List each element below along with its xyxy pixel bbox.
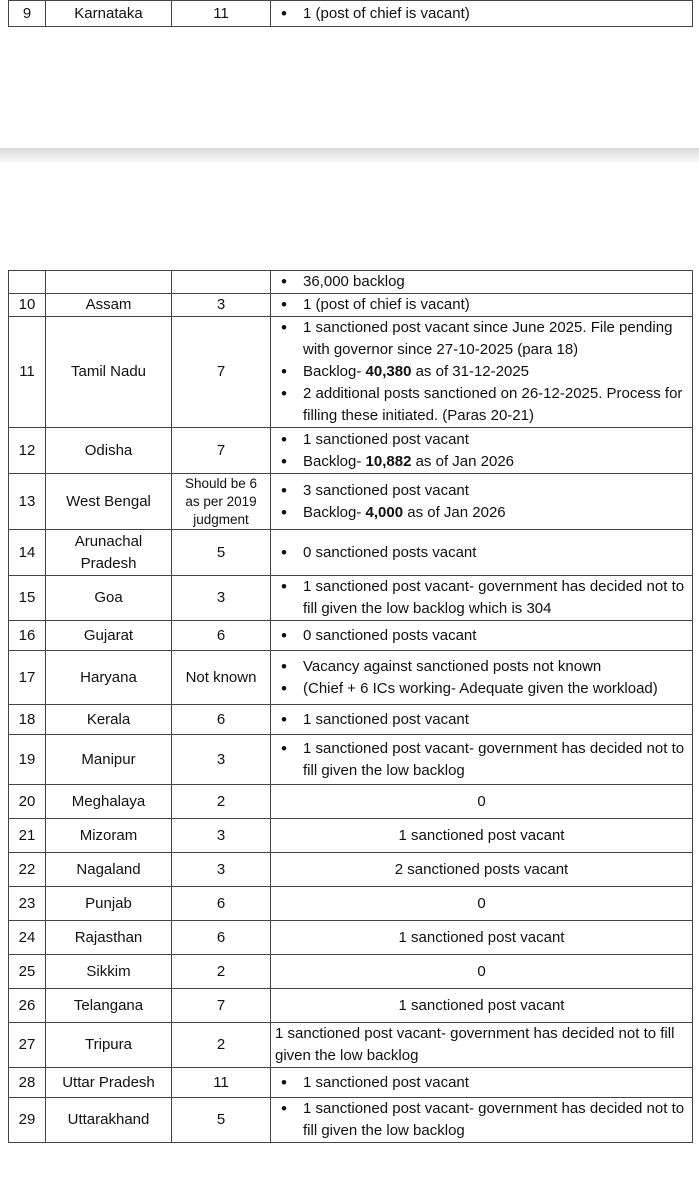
remarks-cell [271,921,693,955]
remarks-bullet [275,656,688,678]
remarks-list [275,3,688,25]
remarks-bullet [275,294,688,316]
table-row [9,785,693,819]
remarks-cell [271,1,693,27]
remarks-text: 1 sanctioned post vacant since June 2025. File pending with governor since 27-10-2025 (para 18) [303,319,673,358]
table-row [9,651,693,705]
serial-number-cell: 11 [9,317,46,428]
remarks-bullet [275,361,688,383]
remarks-text: as of Jan 2026 [411,452,514,470]
remarks-cell [271,819,693,853]
remarks-bullet [275,576,688,620]
remarks-bullet [275,383,688,427]
remarks-text: 0 sanctioned posts vacant [303,543,477,561]
remarks-cell [271,294,693,317]
state-cell: Arunachal Pradesh [46,530,172,576]
table-row [9,955,693,989]
remarks-text: 2 sanctioned posts vacant [394,860,569,878]
remarks-cell [271,955,693,989]
remarks-bullet [275,1098,688,1142]
remarks-text: 2 additional posts sanctioned on 26-12-2025. Process for filling these initiated. (Paras 20-21) [303,385,683,424]
table-row [9,735,693,785]
commissioners-cell: 5 [172,530,271,576]
commissioners-cell: 3 [172,853,271,887]
serial-number-cell: 28 [9,1068,46,1098]
remarks-bullet [275,678,688,700]
remarks-list [275,271,688,293]
remarks-list [275,317,688,427]
state-cell: Haryana [46,651,172,705]
remarks-bullet [275,317,688,361]
state-cell: Meghalaya [46,785,172,819]
remarks-list [275,429,688,473]
remarks-text: 0 [477,792,486,810]
remarks-text: 1 sanctioned post vacant- government has decided not to fill given the low backlog [303,739,685,779]
remarks-list [275,656,688,700]
state-cell: Punjab [46,887,172,921]
table-row [9,530,693,576]
commissioners-cell: 6 [172,621,271,651]
commissioners-cell: 3 [172,294,271,317]
state-cell: Gujarat [46,621,172,651]
table-row [9,1,693,27]
remarks-list [275,542,688,564]
table-row [9,819,693,853]
state-cell: West Bengal [46,474,172,530]
serial-number-cell: 16 [9,621,46,651]
state-cell: Sikkim [46,955,172,989]
remarks-bold-value: 4,000 [365,503,404,521]
serial-number-cell: 20 [9,785,46,819]
commissioners-cell: 11 [172,1068,271,1098]
table-row [9,1023,693,1068]
remarks-text: 0 [477,894,486,912]
serial-number-cell: 24 [9,921,46,955]
table-row [9,853,693,887]
remarks-text: 1 (post of chief is vacant) [303,296,470,313]
commissioners-cell: Should be 6 as per 2019 judgment [172,474,271,530]
state-cell: Odisha [46,428,172,474]
commissioners-cell [172,271,271,294]
remarks-bullet [275,625,688,647]
table-row [9,294,693,317]
remarks-list [275,709,688,731]
state-cell: Kerala [46,705,172,735]
remarks-text: 1 sanctioned post vacant [303,430,469,448]
remarks-text: as of 31-12-2025 [411,363,530,380]
remarks-text: 1 sanctioned post vacant- government has decided not to fill given the low backlog [303,1100,685,1139]
serial-number-cell: 26 [9,989,46,1023]
table-row [9,921,693,955]
remarks-cell [271,1098,693,1143]
serial-number-cell [9,271,46,294]
serial-number-cell: 15 [9,576,46,621]
commissioners-cell: 3 [172,819,271,853]
remarks-text: 1 sanctioned post vacant [398,928,565,946]
serial-number-cell: 10 [9,294,46,317]
state-cell: Rajasthan [46,921,172,955]
remarks-cell [271,428,693,474]
table-row [9,576,693,621]
commissioners-cell: 2 [172,1023,271,1068]
state-cell: Assam [46,294,172,317]
commissioners-cell: 11 [172,1,271,27]
remarks-list [275,1072,688,1094]
remarks-text: as of Jan 2026 [403,503,506,521]
remarks-bullet [275,429,688,451]
state-cell [46,271,172,294]
remarks-cell [271,317,693,428]
state-cell: Goa [46,576,172,621]
remarks-text: 1 sanctioned post vacant- government has decided not to fill given the low backlog which is 304 [303,578,685,617]
remarks-bold-value: 10,882 [365,452,412,470]
table-row [9,428,693,474]
remarks-list [275,480,688,524]
remarks-bullet [275,542,688,564]
remarks-bullet [275,738,688,782]
commissioners-cell: 7 [172,317,271,428]
remarks-bold-value: 40,380 [365,363,412,380]
table-row [9,1068,693,1098]
commissioners-cell: 5 [172,1098,271,1143]
table-row [9,271,693,294]
serial-number-cell: 27 [9,1023,46,1068]
remarks-text: Backlog- [303,452,366,470]
remarks-list [275,1098,688,1142]
table-row [9,989,693,1023]
serial-number-cell: 17 [9,651,46,705]
remarks-bullet [275,1072,688,1094]
remarks-text: 1 sanctioned post vacant [398,996,565,1014]
remarks-cell [271,271,693,294]
remarks-cell [271,576,693,621]
remarks-text: 1 sanctioned post vacant [303,1073,469,1091]
table-row [9,705,693,735]
commissioners-cell: 2 [172,955,271,989]
commissioners-cell: 2 [172,785,271,819]
remarks-list [275,738,688,782]
page-break-divider [0,148,699,162]
remarks-text: 3 sanctioned post vacant [303,481,469,499]
remarks-cell [271,651,693,705]
serial-number-cell: 22 [9,853,46,887]
remarks-list [275,576,688,620]
state-cell: Mizoram [46,819,172,853]
serial-number-cell: 19 [9,735,46,785]
remarks-bullet: • 1 (post of chief is vacant) [275,3,688,25]
remarks-cell [271,785,693,819]
page-top-fragment [0,0,699,148]
remarks-text: 0 sanctioned posts vacant [303,626,477,644]
serial-number-cell: 25 [9,955,46,989]
remarks-bullet [275,502,688,524]
commissioners-cell: 3 [172,576,271,621]
remarks-cell [271,1068,693,1098]
serial-number-cell: 14 [9,530,46,576]
remarks-text: Vacancy against sanctioned posts not known [303,657,602,675]
remarks-cell [271,989,693,1023]
remarks-cell [271,735,693,785]
table-row [9,1098,693,1143]
table-row [9,474,693,530]
table-row [9,621,693,651]
state-cell: Uttarakhand [46,1098,172,1143]
commissioners-cell: 7 [172,989,271,1023]
remarks-cell [271,474,693,530]
state-cell: Karnataka [46,1,172,27]
commissioners-cell: 6 [172,705,271,735]
remarks-bullet [275,480,688,502]
remarks-text: 1 sanctioned post vacant- government has decided not to fill given the low backlog [275,1025,675,1064]
remarks-cell [271,530,693,576]
serial-number-cell: 13 [9,474,46,530]
serial-number-cell: 23 [9,887,46,921]
state-cell: Telangana [46,989,172,1023]
state-cell: Tripura [46,1023,172,1068]
remarks-text: 1 sanctioned post vacant [398,826,565,844]
remarks-bullet [275,451,688,473]
remarks-list [275,625,688,647]
serial-number-cell: 18 [9,705,46,735]
remarks-cell [271,705,693,735]
vacancy-table [8,270,693,1143]
remarks-cell [271,1023,693,1068]
state-cell: Tamil Nadu [46,317,172,428]
serial-number-cell: 29 [9,1098,46,1143]
remarks-cell [271,887,693,921]
remarks-text: 0 [477,962,486,980]
state-cell: Manipur [46,735,172,785]
remarks-text: (Chief + 6 ICs working- Adequate given the workload) [303,679,658,697]
state-cell: Uttar Pradesh [46,1068,172,1098]
remarks-text: 36,000 backlog [303,273,405,290]
remarks-text: 1 sanctioned post vacant [303,710,469,728]
remarks-bullet [275,709,688,731]
commissioners-cell: 6 [172,921,271,955]
remarks-cell [271,621,693,651]
commissioners-cell: 3 [172,735,271,785]
serial-number-cell: 9 [9,1,46,27]
remarks-list [275,294,688,316]
table-fragment-top [8,0,693,27]
state-cell: Nagaland [46,853,172,887]
remarks-text: Backlog- [303,503,366,521]
table-row [9,887,693,921]
remarks-bullet [275,271,688,293]
remarks-cell [271,853,693,887]
table-row [9,317,693,428]
remarks-text: Backlog- [303,363,366,380]
serial-number-cell: 21 [9,819,46,853]
commissioners-cell: 6 [172,887,271,921]
commissioners-cell: 7 [172,428,271,474]
serial-number-cell: 12 [9,428,46,474]
commissioners-cell: Not known [172,651,271,705]
